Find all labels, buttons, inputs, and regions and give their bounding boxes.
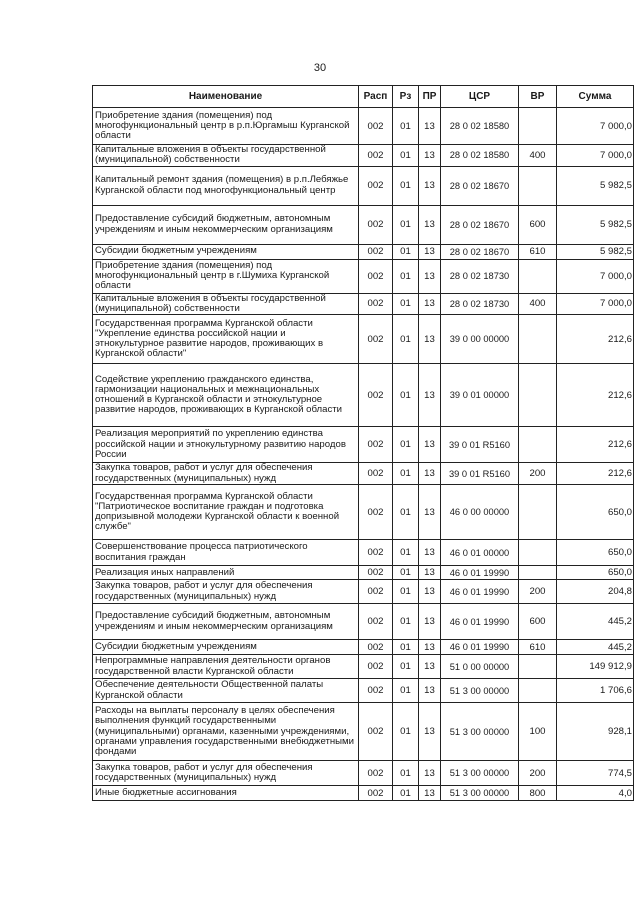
cell-csr: 51 3 00 00000	[441, 679, 519, 703]
cell-sum: 1 706,6	[557, 679, 634, 703]
table-row	[93, 679, 634, 703]
cell-rz: 01	[393, 463, 419, 485]
table-row	[93, 580, 634, 604]
cell-csr: 28 0 02 18730	[441, 293, 519, 315]
cell-vr	[519, 427, 557, 463]
cell-sum: 5 982,5	[557, 205, 634, 244]
cell-rz: 01	[393, 703, 419, 761]
cell-rz: 01	[393, 580, 419, 604]
cell-sum: 204,8	[557, 580, 634, 604]
cell-csr: 28 0 02 18670	[441, 205, 519, 244]
cell-name: Иные бюджетные ассигнования	[93, 786, 359, 801]
cell-vr	[519, 540, 557, 566]
cell-rz: 01	[393, 364, 419, 427]
cell-sum: 650,0	[557, 566, 634, 580]
cell-rasp: 002	[359, 703, 393, 761]
cell-sum: 774,5	[557, 761, 634, 786]
cell-csr: 46 0 01 19990	[441, 580, 519, 604]
cell-rz: 01	[393, 604, 419, 640]
cell-pr: 13	[419, 364, 441, 427]
header-sum: Сумма	[557, 86, 634, 108]
budget-table	[92, 85, 634, 801]
cell-rasp: 002	[359, 655, 393, 679]
cell-pr: 13	[419, 580, 441, 604]
table-body	[93, 108, 634, 801]
cell-csr: 28 0 02 18580	[441, 108, 519, 145]
cell-rasp: 002	[359, 761, 393, 786]
cell-vr: 610	[519, 244, 557, 259]
cell-name: Обеспечение деятельности Общественной палаты Курганской области	[93, 679, 359, 703]
cell-rasp: 002	[359, 259, 393, 293]
cell-pr: 13	[419, 315, 441, 364]
table-row	[93, 761, 634, 786]
cell-vr: 400	[519, 293, 557, 315]
cell-rz: 01	[393, 655, 419, 679]
header-rz: Рз	[393, 86, 419, 108]
cell-name: Приобретение здания (помещения) под многофункциональный центр в р.п.Юргамыш Курганской области	[93, 108, 359, 145]
cell-rz: 01	[393, 315, 419, 364]
cell-rz: 01	[393, 108, 419, 145]
cell-pr: 13	[419, 761, 441, 786]
cell-rz: 01	[393, 485, 419, 540]
cell-rasp: 002	[359, 293, 393, 315]
cell-csr: 28 0 02 18730	[441, 259, 519, 293]
cell-rasp: 002	[359, 427, 393, 463]
cell-csr: 39 0 01 R5160	[441, 427, 519, 463]
cell-vr: 800	[519, 786, 557, 801]
cell-csr: 51 3 00 00000	[441, 786, 519, 801]
cell-rasp: 002	[359, 166, 393, 205]
cell-rz: 01	[393, 786, 419, 801]
cell-name: Непрограммные направления деятельности органов государственной власти Курганской области	[93, 655, 359, 679]
cell-pr: 13	[419, 604, 441, 640]
cell-name: Закупка товаров, работ и услуг для обеспечения государственных (муниципальных) нужд	[93, 463, 359, 485]
cell-vr	[519, 364, 557, 427]
cell-name: Предоставление субсидий бюджетным, автономным учреждениям и иным некоммерческим организациям	[93, 205, 359, 244]
cell-vr	[519, 566, 557, 580]
cell-rz: 01	[393, 166, 419, 205]
cell-csr: 28 0 02 18670	[441, 166, 519, 205]
cell-pr: 13	[419, 108, 441, 145]
cell-vr: 200	[519, 580, 557, 604]
cell-rz: 01	[393, 427, 419, 463]
cell-vr	[519, 679, 557, 703]
table-row	[93, 166, 634, 205]
cell-pr: 13	[419, 655, 441, 679]
cell-sum: 7 000,0	[557, 145, 634, 167]
cell-csr: 46 0 01 19990	[441, 640, 519, 655]
table-row	[93, 145, 634, 167]
cell-vr: 200	[519, 761, 557, 786]
cell-csr: 39 0 01 00000	[441, 364, 519, 427]
cell-rasp: 002	[359, 580, 393, 604]
cell-pr: 13	[419, 566, 441, 580]
cell-pr: 13	[419, 259, 441, 293]
table-row	[93, 640, 634, 655]
cell-rasp: 002	[359, 786, 393, 801]
table-row	[93, 205, 634, 244]
table-row	[93, 293, 634, 315]
cell-rasp: 002	[359, 315, 393, 364]
cell-csr: 51 0 00 00000	[441, 655, 519, 679]
cell-csr: 28 0 02 18580	[441, 145, 519, 167]
cell-name: Расходы на выплаты персоналу в целях обеспечения выполнения функций государственными (муниципальными) органами, казенными учреждениями, органами управления государственными внебюджетными фондами	[93, 703, 359, 761]
table-row	[93, 566, 634, 580]
table-row	[93, 655, 634, 679]
cell-rasp: 002	[359, 108, 393, 145]
cell-name: Содействие укреплению гражданского единства, гармонизации национальных и межнациональных отношений в Курганской области и этнокультурное развитие народов, проживающих в Курганской области	[93, 364, 359, 427]
cell-pr: 13	[419, 640, 441, 655]
cell-rz: 01	[393, 640, 419, 655]
cell-csr: 51 3 00 00000	[441, 703, 519, 761]
cell-sum: 445,2	[557, 604, 634, 640]
cell-vr	[519, 655, 557, 679]
cell-pr: 13	[419, 166, 441, 205]
cell-csr: 46 0 01 19990	[441, 566, 519, 580]
cell-pr: 13	[419, 786, 441, 801]
cell-sum: 445,2	[557, 640, 634, 655]
cell-rz: 01	[393, 540, 419, 566]
table-row	[93, 604, 634, 640]
cell-csr: 39 0 01 R5160	[441, 463, 519, 485]
cell-pr: 13	[419, 145, 441, 167]
table-row	[93, 786, 634, 801]
cell-csr: 39 0 00 00000	[441, 315, 519, 364]
cell-sum: 7 000,0	[557, 293, 634, 315]
table-row	[93, 108, 634, 145]
cell-rasp: 002	[359, 463, 393, 485]
page-number: 30	[313, 62, 327, 74]
cell-vr	[519, 485, 557, 540]
cell-csr: 46 0 01 00000	[441, 540, 519, 566]
cell-sum: 212,6	[557, 364, 634, 427]
cell-pr: 13	[419, 679, 441, 703]
cell-rasp: 002	[359, 679, 393, 703]
cell-sum: 149 912,9	[557, 655, 634, 679]
table-header-row	[93, 86, 634, 108]
cell-sum: 650,0	[557, 540, 634, 566]
cell-name: Предоставление субсидий бюджетным, автономным учреждениям и иным некоммерческим организациям	[93, 604, 359, 640]
cell-name: Субсидии бюджетным учреждениям	[93, 640, 359, 655]
cell-sum: 5 982,5	[557, 244, 634, 259]
cell-vr: 100	[519, 703, 557, 761]
cell-vr	[519, 108, 557, 145]
cell-vr: 600	[519, 205, 557, 244]
cell-rasp: 002	[359, 540, 393, 566]
cell-rasp: 002	[359, 145, 393, 167]
cell-sum: 650,0	[557, 485, 634, 540]
cell-rasp: 002	[359, 640, 393, 655]
cell-rz: 01	[393, 679, 419, 703]
cell-rasp: 002	[359, 364, 393, 427]
cell-pr: 13	[419, 540, 441, 566]
header-pr: ПР	[419, 86, 441, 108]
cell-pr: 13	[419, 485, 441, 540]
cell-name: Приобретение здания (помещения) под многофункциональный центр в г.Шумиха Курганской области	[93, 259, 359, 293]
cell-vr	[519, 315, 557, 364]
header-vr: ВР	[519, 86, 557, 108]
cell-pr: 13	[419, 463, 441, 485]
cell-vr: 610	[519, 640, 557, 655]
cell-rz: 01	[393, 761, 419, 786]
cell-rasp: 002	[359, 244, 393, 259]
cell-pr: 13	[419, 293, 441, 315]
cell-name: Реализация мероприятий по укреплению единства российской нации и этнокультурному развитию народов России	[93, 427, 359, 463]
header-rasp: Расп	[359, 86, 393, 108]
cell-vr	[519, 166, 557, 205]
cell-sum: 7 000,0	[557, 259, 634, 293]
cell-vr	[519, 259, 557, 293]
cell-pr: 13	[419, 205, 441, 244]
cell-name: Совершенствование процесса патриотического воспитания граждан	[93, 540, 359, 566]
table-row	[93, 427, 634, 463]
cell-rasp: 002	[359, 566, 393, 580]
cell-name: Государственная программа Курганской области "Укрепление единства российской нации и этнокультурное развитие народов, проживающих в Курганской области"	[93, 315, 359, 364]
cell-name: Закупка товаров, работ и услуг для обеспечения государственных (муниципальных) нужд	[93, 580, 359, 604]
cell-sum: 5 982,5	[557, 166, 634, 205]
cell-rasp: 002	[359, 604, 393, 640]
cell-name: Реализация иных направлений	[93, 566, 359, 580]
cell-name: Закупка товаров, работ и услуг для обеспечения государственных (муниципальных) нужд	[93, 761, 359, 786]
cell-vr: 600	[519, 604, 557, 640]
cell-name: Субсидии бюджетным учреждениям	[93, 244, 359, 259]
cell-pr: 13	[419, 244, 441, 259]
cell-sum: 928,1	[557, 703, 634, 761]
cell-name: Капитальный ремонт здания (помещения) в р.п.Лебяжье Курганской области под многофункциональный центр	[93, 166, 359, 205]
cell-pr: 13	[419, 703, 441, 761]
cell-rz: 01	[393, 566, 419, 580]
cell-rz: 01	[393, 293, 419, 315]
table-row	[93, 463, 634, 485]
cell-name: Капитальные вложения в объекты государственной (муниципальной) собственности	[93, 145, 359, 167]
table-row	[93, 703, 634, 761]
cell-rz: 01	[393, 145, 419, 167]
cell-rasp: 002	[359, 205, 393, 244]
cell-sum: 212,6	[557, 427, 634, 463]
cell-csr: 51 3 00 00000	[441, 761, 519, 786]
cell-rz: 01	[393, 205, 419, 244]
cell-rasp: 002	[359, 485, 393, 540]
table-row	[93, 315, 634, 364]
cell-rz: 01	[393, 244, 419, 259]
table-row	[93, 540, 634, 566]
cell-csr: 46 0 01 19990	[441, 604, 519, 640]
cell-pr: 13	[419, 427, 441, 463]
table-row	[93, 485, 634, 540]
table-row	[93, 244, 634, 259]
cell-rz: 01	[393, 259, 419, 293]
cell-csr: 46 0 00 00000	[441, 485, 519, 540]
cell-name: Капитальные вложения в объекты государственной (муниципальной) собственности	[93, 293, 359, 315]
table-row	[93, 259, 634, 293]
cell-sum: 212,6	[557, 463, 634, 485]
cell-name: Государственная программа Курганской области "Патриотическое воспитание граждан и подготовка допризывной молодежи Курганской области к военной службе"	[93, 485, 359, 540]
cell-csr: 28 0 02 18670	[441, 244, 519, 259]
cell-vr: 400	[519, 145, 557, 167]
table-row	[93, 364, 634, 427]
cell-sum: 7 000,0	[557, 108, 634, 145]
cell-sum: 212,6	[557, 315, 634, 364]
cell-sum: 4,0	[557, 786, 634, 801]
cell-vr: 200	[519, 463, 557, 485]
header-csr: ЦСР	[441, 86, 519, 108]
header-name: Наименование	[93, 86, 359, 108]
